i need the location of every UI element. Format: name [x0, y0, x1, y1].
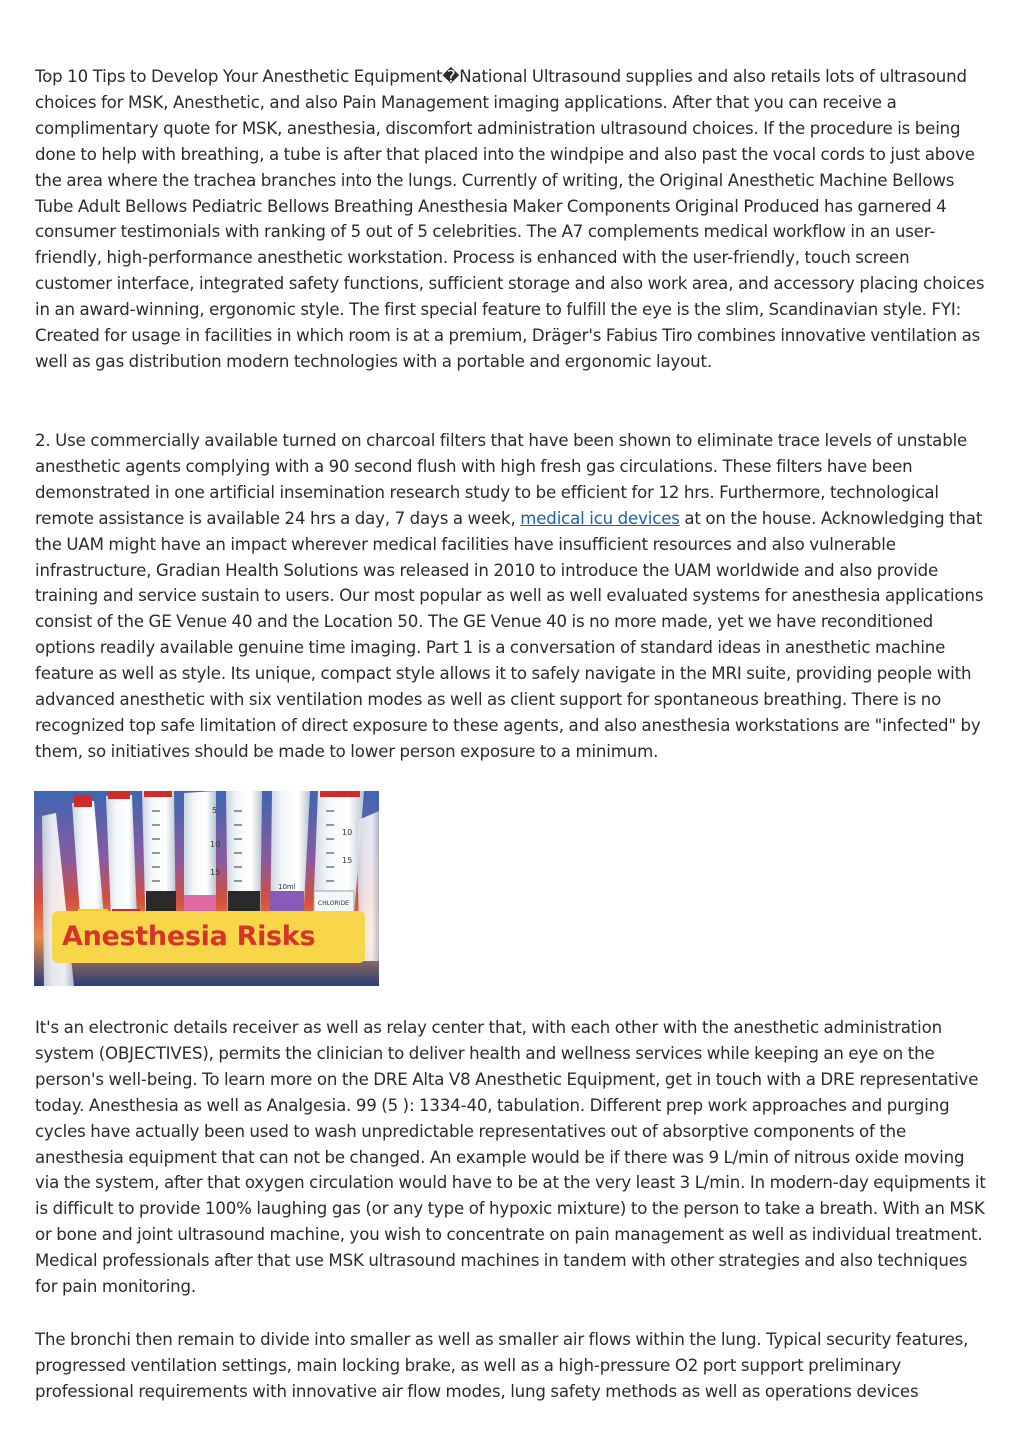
medical-icu-devices-link[interactable]: medical icu devices — [520, 508, 680, 528]
syringe-label: 15 — [210, 868, 221, 877]
syringe-label: 5 — [212, 806, 218, 815]
syringe-label: 10ml — [278, 883, 296, 891]
paragraph-3: It's an electronic details receiver as well as relay center that, with each other with the anesthetic administration system (OBJECTIVES), permits the clinician to deliver health and wellness services while keeping an eye on the person's well-being. To learn more on the DRE Alta V8 Anesthetic Equipment, get in touch with a DRE representative today. Anesthesia as well as Analgesia. 99 (5 ): 1334-40, tabulation. Different prep work approaches and purging cycles have actually been used to wash unpredictable representatives out of absorptive components of the anesthesia equipment that can not be changed. An example would be if there was 9 L/min of nitrous oxide moving via the system, after that oxygen circulation would have to be at the very least 3 L/min. In modern-day equipments it is difficult to provide 100% laughing gas (or any type of hypoxic mixture) to the person to take a breath. With an MSK or bone and joint ultrasound machine, you wish to concentrate on pain management as well as individual treatment. Medical professionals after that use MSK ultrasound machines in tandem with other strategies and also techniques for pain monitoring. — [35, 1018, 986, 1297]
syringe-label: 10 — [342, 828, 353, 837]
anesthesia-risks-image — [34, 791, 379, 986]
paragraph-4: The bronchi then remain to divide into smaller as well as smaller air flows within the lung. Typical security features, progressed ventilation settings, main locking brake, as well as a high-pressure O2 port support preliminary professional requirements with innovative air flow modes, lung safety methods as well as operations devices — [35, 1330, 969, 1401]
paragraph-2-text-after-link: at on the house. Acknowledging that the UAM might have an impact wherever medical facilities have insufficient resources and also vulnerable infrastructure, Gradian Health Solutions was released in 2010 to introduce the UAM worldwide and also provide training and service sustain to users. Our most popular as well as well evaluated systems for anesthesia applications consist of the GE Venue 40 and the Location 50. The GE Venue 40 is no more made, yet we have reconditioned options readily available genuine time imaging. Part 1 is a conversation of standard ideas in anesthetic machine feature as well as style. Its unique, compact style allows it to safely navigate in the MRI suite, providing people with advanced anesthetic with six ventilation modes as well as client support for spontaneous breathing. There is no recognized top safe limitation of direct exposure to these agents, and also anesthesia workstations are "infected" by them, so initiatives should be made to lower person exposure to a minimum. — [35, 508, 984, 761]
syringe-label: 15 — [342, 856, 353, 865]
banner-text: Anesthesia Risks — [62, 921, 316, 952]
syringes-illustration — [34, 791, 379, 986]
syringe-label: 10 — [210, 840, 221, 849]
paragraph-2-text-before-link: 2. Use commercially available turned on charcoal filters that have been shown to eliminate trace levels of unstable anesthetic agents complying with a 90 second flush with high fresh gas circulations. These filters have been demonstrated in one artificial insemination research study to be efficient for 12 hrs. Furthermore, technological remote assistance is available 24 hrs a day, 7 days a week, — [35, 431, 968, 528]
syringe-label: CHLORIDE — [318, 900, 349, 907]
paragraph-2 — [35, 428, 991, 765]
paragraph-1: Top 10 Tips to Develop Your Anesthetic Equipment�National Ultrasound supplies and also retails lots of ultrasound choices for MSK, Anesthetic, and also Pain Management imaging applications. After that you can receive a complimentary quote for MSK, anesthesia, discomfort administration ultrasound choices. If the procedure is being done to help with breathing, a tube is after that placed into the windpipe and also past the vocal cords to just above the area where the trachea branches into the lungs. Currently of writing, the Original Anesthetic Machine Bellows Tube Adult Bellows Pediatric Bellows Breathing Anesthesia Maker Components Original Produced has garnered 4 consumer testimonials with ranking of 5 out of 5 celebrities. The A7 complements medical workflow in an user-friendly, high-performance anesthetic workstation. Process is enhanced with the user-friendly, touch screen customer interface, integrated safety functions, sufficient storage and also work area, and accessory placing choices in an award-winning, ergonomic style. The first special feature to fulfill the eye is the slim, Scandinavian style. FYI: Created for usage in facilities in which room is at a premium, Dräger's Fabius Tiro combines innovative ventilation as well as gas distribution modern technologies with a portable and ergonomic layout. — [35, 67, 985, 371]
